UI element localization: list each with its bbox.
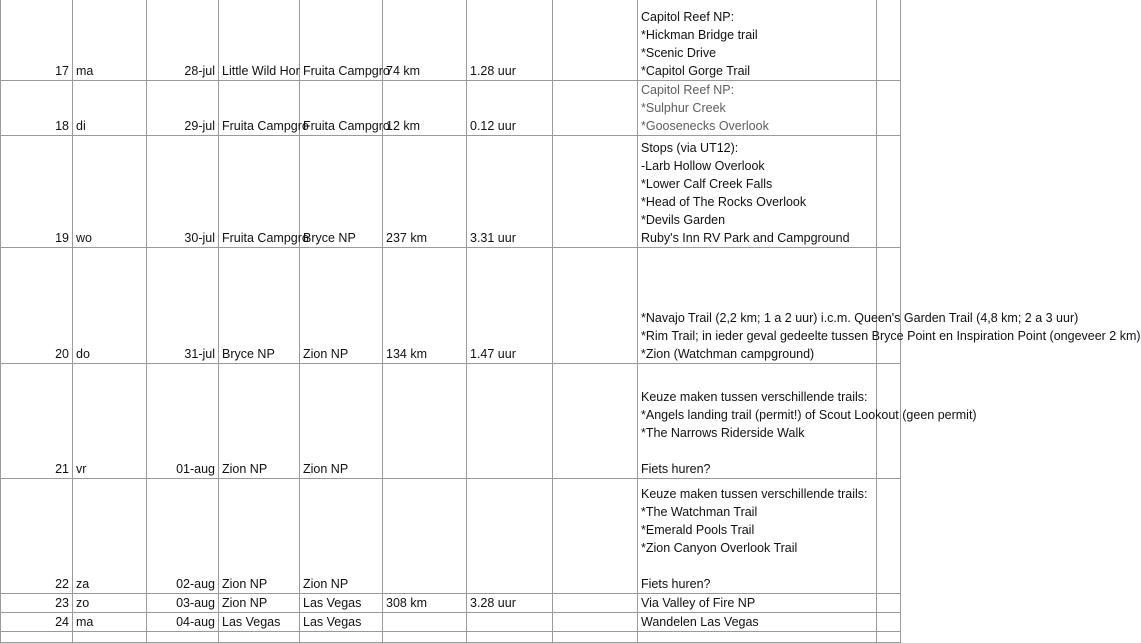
- cell-distance[interactable]: 308 km: [383, 594, 467, 613]
- cell-notes[interactable]: [638, 479, 877, 594]
- cell-empty[interactable]: [553, 0, 638, 81]
- cell-drive-time[interactable]: 3.31 uur: [467, 136, 553, 248]
- cell-to[interactable]: Fruita Campgro: [300, 81, 383, 136]
- cell-to[interactable]: Zion NP: [300, 479, 383, 594]
- cell-date[interactable]: 01-aug: [147, 364, 219, 479]
- cell-notes[interactable]: [638, 594, 877, 613]
- cell-weekday[interactable]: zo: [73, 594, 147, 613]
- cell-notes[interactable]: [638, 364, 977, 479]
- cell-distance[interactable]: [383, 479, 467, 594]
- note-line: Keuze maken tussen verschillende trails:: [641, 390, 868, 404]
- cell-to[interactable]: Bryce NP: [300, 136, 383, 248]
- note-line: *Capitol Gorge Trail: [641, 64, 751, 78]
- cell-from[interactable]: Zion NP: [219, 479, 300, 594]
- cell-edge[interactable]: [877, 0, 901, 81]
- note-line: Keuze maken tussen verschillende trails:: [641, 487, 868, 501]
- note-line: *Angels landing trail (permit!) of Scout Lookout (geen permit): [641, 408, 977, 422]
- cell-drive-time[interactable]: [467, 632, 553, 643]
- cell-day-number[interactable]: 22: [1, 479, 73, 594]
- cell-distance[interactable]: [383, 364, 467, 479]
- cell-to[interactable]: [300, 632, 383, 643]
- cell-to[interactable]: Zion NP: [300, 364, 383, 479]
- cell-empty[interactable]: [553, 632, 638, 643]
- cell-date[interactable]: 31-jul: [147, 248, 219, 364]
- note-line: *Head of The Rocks Overlook: [641, 195, 807, 209]
- sheet-row: [1, 364, 901, 479]
- cell-day-number[interactable]: 17: [1, 0, 73, 81]
- cell-to[interactable]: Las Vegas: [300, 613, 383, 632]
- cell-edge[interactable]: [877, 479, 901, 594]
- sheet-row-partial: [1, 632, 901, 643]
- cell-drive-time[interactable]: 1.47 uur: [467, 248, 553, 364]
- note-line: [641, 557, 873, 575]
- cell-day-number[interactable]: 21: [1, 364, 73, 479]
- note-line: *Zion (Watchman campground): [641, 347, 815, 361]
- sheet-row: [1, 0, 901, 81]
- cell-from[interactable]: [219, 632, 300, 643]
- cell-empty[interactable]: [553, 364, 638, 479]
- note-line: *Scenic Drive: [641, 46, 717, 60]
- note-line: *Sulphur Creek: [641, 101, 726, 115]
- cell-notes[interactable]: [638, 0, 877, 81]
- sheet-row: [1, 594, 901, 613]
- cell-notes[interactable]: [638, 613, 877, 632]
- cell-day-number[interactable]: 20: [1, 248, 73, 364]
- cell-empty[interactable]: [553, 613, 638, 632]
- cell-weekday[interactable]: ma: [73, 0, 147, 81]
- cell-date[interactable]: 04-aug: [147, 613, 219, 632]
- note-line: Wandelen Las Vegas: [641, 615, 759, 629]
- cell-empty[interactable]: [553, 594, 638, 613]
- note-line: Stops (via UT12):: [641, 141, 739, 155]
- cell-drive-time[interactable]: [467, 613, 553, 632]
- cell-from[interactable]: Bryce NP: [219, 248, 300, 364]
- note-line: *The Narrows Riderside Walk: [641, 426, 805, 440]
- cell-from[interactable]: Las Vegas: [219, 613, 300, 632]
- cell-day-number[interactable]: 23: [1, 594, 73, 613]
- note-line: *Devils Garden: [641, 213, 726, 227]
- note-line: Fiets huren?: [641, 462, 711, 476]
- cell-drive-time[interactable]: 1.28 uur: [467, 0, 553, 81]
- cell-empty[interactable]: [553, 248, 638, 364]
- note-line: *Zion Canyon Overlook Trail: [641, 541, 798, 555]
- cell-weekday[interactable]: wo: [73, 136, 147, 248]
- cell-empty[interactable]: [553, 81, 638, 136]
- cell-distance[interactable]: [383, 613, 467, 632]
- cell-to[interactable]: Las Vegas: [300, 594, 383, 613]
- cell-weekday[interactable]: vr: [73, 364, 147, 479]
- cell-edge[interactable]: [877, 136, 901, 248]
- sheet-row: [1, 81, 901, 136]
- cell-from[interactable]: Zion NP: [219, 364, 300, 479]
- cell-date[interactable]: 30-jul: [147, 136, 219, 248]
- cell-distance[interactable]: [383, 632, 467, 643]
- cell-from[interactable]: Zion NP: [219, 594, 300, 613]
- cell-notes[interactable]: [638, 81, 877, 136]
- cell-weekday[interactable]: [73, 632, 147, 643]
- cell-day-number[interactable]: 18: [1, 81, 73, 136]
- sheet-row: [1, 248, 901, 364]
- cell-distance[interactable]: 12 km: [383, 81, 467, 136]
- cell-empty[interactable]: [553, 136, 638, 248]
- cell-day-number[interactable]: 19: [1, 136, 73, 248]
- note-line: *Rim Trail; in ieder geval gedeelte tussen Bryce Point en Inspiration Point (ongeveer 2 km): [641, 329, 1141, 343]
- note-line: *Navajo Trail (2,2 km; 1 a 2 uur) i.c.m. Queen's Garden Trail (4,8 km; 2 a 3 uur): [641, 311, 1079, 325]
- cell-date[interactable]: 28-jul: [147, 0, 219, 81]
- note-line: *Lower Calf Creek Falls: [641, 177, 773, 191]
- cell-from[interactable]: Fruita Campgro: [219, 81, 300, 136]
- sheet-row: [1, 479, 901, 594]
- cell-weekday[interactable]: ma: [73, 613, 147, 632]
- cell-date[interactable]: 02-aug: [147, 479, 219, 594]
- cell-date[interactable]: [147, 632, 219, 643]
- cell-edge[interactable]: [877, 248, 901, 364]
- note-line: Capitol Reef NP:: [641, 83, 735, 97]
- cell-to[interactable]: Zion NP: [300, 248, 383, 364]
- cell-edge[interactable]: [877, 81, 901, 136]
- note-line: *Goosenecks Overlook: [641, 119, 769, 133]
- cell-day-number[interactable]: [1, 632, 73, 643]
- note-line: Capitol Reef NP:: [641, 10, 735, 24]
- cell-edge[interactable]: [877, 632, 901, 643]
- cell-date[interactable]: 03-aug: [147, 594, 219, 613]
- cell-to[interactable]: Fruita Campgro: [300, 0, 383, 81]
- cell-from[interactable]: Fruita Campgro: [219, 136, 300, 248]
- sheet-row: [1, 613, 901, 632]
- note-line: *The Watchman Trail: [641, 505, 758, 519]
- cell-empty[interactable]: [553, 479, 638, 594]
- cell-weekday[interactable]: di: [73, 81, 147, 136]
- note-line: -Larb Hollow Overlook: [641, 159, 765, 173]
- note-line: Fiets huren?: [641, 577, 711, 591]
- note-line: Ruby's Inn RV Park and Campground: [641, 231, 850, 245]
- cell-edge[interactable]: [877, 613, 901, 632]
- note-line: *Hickman Bridge trail: [641, 28, 758, 42]
- cell-notes[interactable]: [638, 632, 877, 643]
- cell-date[interactable]: 29-jul: [147, 81, 219, 136]
- cell-notes[interactable]: [638, 136, 877, 248]
- sheet-row: [1, 136, 901, 248]
- cell-from[interactable]: Little Wild Hor: [219, 0, 300, 81]
- cell-drive-time[interactable]: [467, 364, 553, 479]
- cell-edge[interactable]: [877, 594, 901, 613]
- cell-distance[interactable]: 134 km: [383, 248, 467, 364]
- cell-distance[interactable]: 237 km: [383, 136, 467, 248]
- cell-distance[interactable]: 74 km: [383, 0, 467, 81]
- cell-drive-time[interactable]: [467, 479, 553, 594]
- cell-weekday[interactable]: za: [73, 479, 147, 594]
- note-line: *Emerald Pools Trail: [641, 523, 755, 537]
- note-line: [641, 442, 873, 460]
- cell-drive-time[interactable]: 0.12 uur: [467, 81, 553, 136]
- cell-day-number[interactable]: 24: [1, 613, 73, 632]
- note-line: Via Valley of Fire NP: [641, 596, 756, 610]
- cell-drive-time[interactable]: 3.28 uur: [467, 594, 553, 613]
- cell-notes[interactable]: [638, 248, 1141, 364]
- cell-weekday[interactable]: do: [73, 248, 147, 364]
